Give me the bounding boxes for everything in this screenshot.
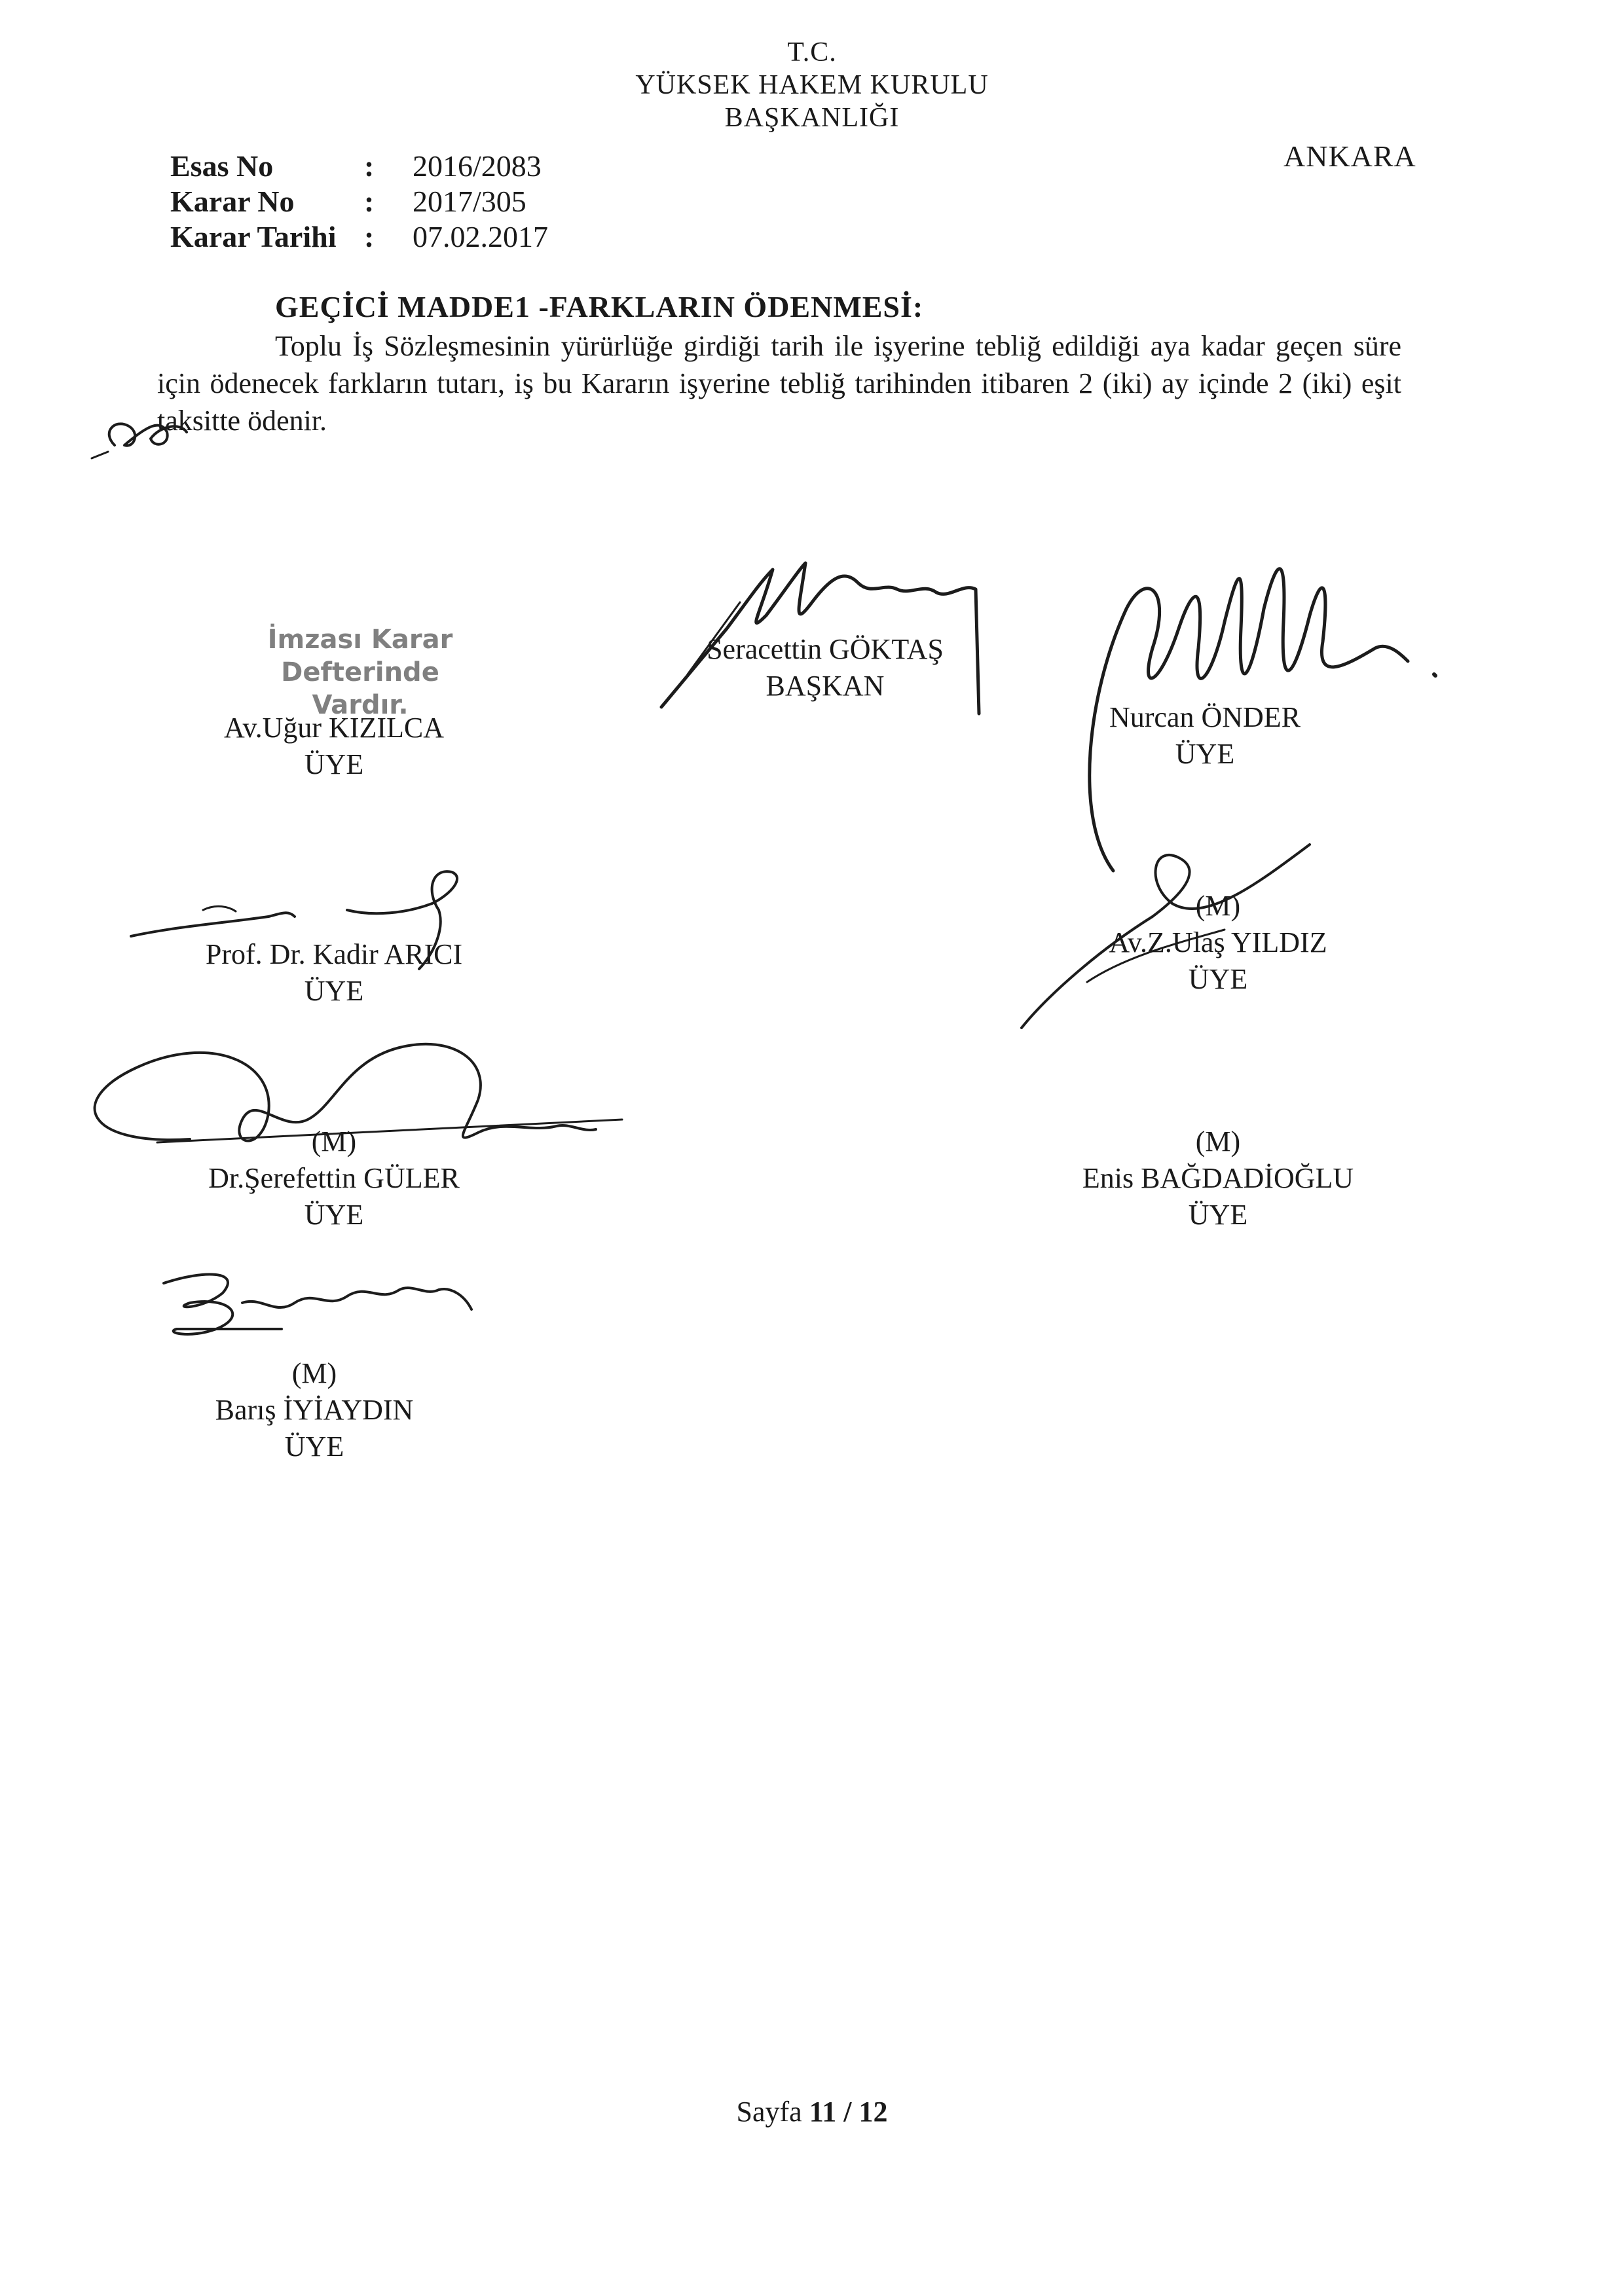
signatory-member-guler: [151, 1123, 517, 1233]
meta-row-karar: [0, 185, 786, 219]
signatory-member-bagdadioglu: [1022, 1123, 1414, 1233]
signatory-note: (M): [1195, 1125, 1241, 1157]
stamp-line: İmzası Karar Defterinde: [267, 625, 453, 687]
signatory-member-onder: [1061, 699, 1349, 773]
meta-value: 2017/305: [413, 185, 526, 218]
signatory-role: ÜYE: [304, 975, 364, 1007]
signatory-name: Enis BAĞDADİOĞLU: [1082, 1162, 1354, 1194]
signatory-role: ÜYE: [1188, 963, 1248, 995]
location-label: ANKARA: [1283, 139, 1416, 173]
meta-row-tarih: [0, 220, 786, 254]
signatory-member-iyiaydin: [131, 1355, 498, 1465]
signatory-note: (M): [311, 1125, 357, 1157]
signatory-role: BAŞKAN: [766, 670, 885, 702]
signatory-note: (M): [1195, 890, 1241, 922]
signatory-role: ÜYE: [1175, 738, 1235, 770]
header-office: BAŞKANLIĞI: [724, 103, 900, 133]
page-footer: [0, 2095, 1624, 2128]
member-iyiaydin-signature: [151, 1257, 504, 1349]
signatory-chairman: [668, 631, 982, 704]
signatory-member-kizilca: [157, 710, 511, 783]
article-body: Toplu İş Sözleşmesinin yürürlüğe girdiği tarih ile işyerine tebliğ edildiği aya kadar geçen süre için ödenecek farkların tutarı, iş bu Kararın işyerine tebliğ tarihinden itibaren 2 (iki) ay içinde 2 (iki) eşit taksitte ödenir.: [157, 330, 1401, 437]
margin-initials-signature: [88, 399, 219, 465]
meta-colon: :: [364, 149, 375, 183]
meta-label: Karar Tarihi: [170, 220, 337, 253]
signatory-name: Seracettin GÖKTAŞ: [707, 633, 944, 665]
page-label: Sayfa: [736, 2096, 809, 2128]
registry-stamp: [196, 623, 524, 721]
signatory-member-arici: [157, 936, 511, 1010]
meta-label: Karar No: [170, 185, 295, 218]
meta-row-esas: [0, 149, 786, 183]
signatory-role: ÜYE: [1188, 1199, 1248, 1231]
signatory-name: Prof. Dr. Kadir ARICI: [205, 938, 463, 970]
header-tc: T.C.: [787, 37, 837, 67]
meta-label: Esas No: [170, 149, 274, 183]
signatory-role: ÜYE: [304, 1199, 364, 1231]
signatory-member-yildiz: [1022, 888, 1414, 998]
signatory-name: Dr.Şerefettin GÜLER: [208, 1162, 460, 1194]
meta-colon: :: [364, 185, 375, 218]
page-number: 11 / 12: [809, 2096, 888, 2128]
document-header: [0, 36, 1624, 134]
meta-value: 2016/2083: [413, 149, 542, 183]
signatory-name: Av.Z.Ulaş YILDIZ: [1109, 926, 1327, 958]
meta-value: 07.02.2017: [413, 220, 548, 253]
stamp-line: Vardır.: [312, 690, 409, 720]
header-institution: YÜKSEK HAKEM KURULU: [635, 70, 989, 100]
signatory-name: Barış İYİAYDIN: [215, 1394, 414, 1426]
signatory-note: (M): [291, 1357, 337, 1389]
signatory-role: ÜYE: [284, 1430, 344, 1463]
signatory-role: ÜYE: [304, 748, 364, 780]
signatory-name: Av.Uğur KIZILCA: [223, 712, 445, 744]
signatory-name: Nurcan ÖNDER: [1109, 701, 1301, 733]
article-title: GEÇİCİ MADDE1 -FARKLARIN ÖDENMESİ:: [275, 290, 924, 323]
meta-colon: :: [364, 220, 375, 253]
